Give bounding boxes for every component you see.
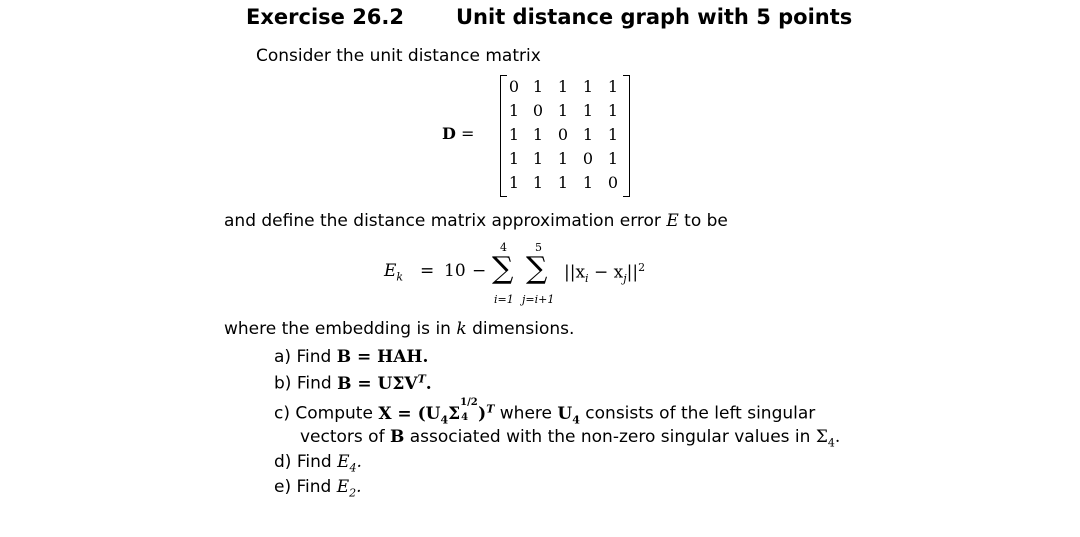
matrix-row: [500, 123, 630, 147]
matrix-cell: 1: [508, 101, 520, 120]
define-text: [224, 211, 728, 231]
where-text-after: dimensions.: [472, 319, 575, 339]
matrix-cell: 1: [532, 149, 544, 168]
where-text: [224, 319, 574, 339]
matrix-symbol: D: [442, 124, 456, 143]
task-d-math: $E_4$.: [337, 452, 362, 475]
formula-lhs: $E_k$: [384, 261, 404, 284]
matrix-cell: 1: [532, 125, 544, 144]
sum2-sigma: ∑: [526, 251, 548, 286]
task-d: d) Find $E_4$.: [274, 452, 362, 475]
error-variable: E: [666, 211, 679, 231]
matrix-cell: 1: [582, 125, 594, 144]
matrix-cell: 1: [557, 101, 569, 120]
matrix-cell: 1: [508, 173, 520, 192]
distance-matrix: [500, 75, 630, 197]
matrix-cell: 1: [508, 149, 520, 168]
matrix-cell: 0: [532, 101, 544, 120]
formula-minus: −: [472, 261, 487, 281]
matrix-equals: =: [460, 124, 475, 143]
matrix-cell: 1: [582, 101, 594, 120]
task-c: c) Compute $X = (U_4\Sigma$ 1/2 4 )$^T$ where $U_4$ consists of the left singular: [274, 396, 816, 427]
matrix-cell: 0: [582, 149, 594, 168]
sum1-upper: 4: [500, 241, 507, 254]
matrix-cell: 1: [508, 125, 520, 144]
task-c-math: $X = (U_4\Sigma$ 1/2 4 )$^T$: [378, 396, 495, 427]
matrix-cell: 1: [607, 77, 619, 96]
sum2-lower: j=i+1: [522, 293, 555, 306]
formula-constant: 10: [444, 261, 466, 281]
matrix-row: [500, 147, 630, 171]
sigma4-symbol: $\Sigma_4$.: [815, 427, 841, 450]
sum1-sigma: ∑: [492, 251, 514, 286]
sum1-lower: i=1: [494, 293, 514, 306]
matrix-cell: 1: [557, 77, 569, 96]
sum2-upper: 5: [535, 241, 542, 254]
matrix-cell: 1: [607, 149, 619, 168]
matrix-cell: 1: [607, 125, 619, 144]
dimension-variable: k: [456, 319, 467, 339]
exercise-number: Exercise 26.2: [246, 5, 405, 29]
define-text-before: and define the distance matrix approximation error: [224, 211, 661, 231]
matrix-cell: 1: [607, 101, 619, 120]
task-a-math: B = HAH.: [336, 347, 429, 367]
matrix-label: [442, 124, 474, 143]
task-b: b) Find $B = U\Sigma V^T$.: [274, 372, 432, 394]
matrix-cell: 1: [582, 77, 594, 96]
task-c-continued: vectors of B associated with the non-zero singular values in $\Sigma_4$.: [300, 427, 841, 450]
where-text-before: where the embedding is in: [224, 319, 451, 339]
task-b-math: $B = U\Sigma V^T$.: [337, 372, 432, 394]
matrix-cell: 0: [508, 77, 520, 96]
matrix-row: [500, 171, 630, 195]
matrix-cell: 1: [557, 173, 569, 192]
intro-text: Consider the unit distance matrix: [256, 46, 541, 66]
matrix-row: [500, 75, 630, 99]
matrix-cell: 1: [532, 173, 544, 192]
matrix-row: [500, 99, 630, 123]
matrix-cell: 1: [582, 173, 594, 192]
task-e: e) Find $E_2$.: [274, 477, 362, 500]
define-text-after: to be: [684, 211, 728, 231]
formula-summand: $||x_i - x_j||^2$: [564, 261, 646, 286]
matrix-cell: 1: [532, 77, 544, 96]
task-e-math: $E_2$.: [336, 477, 362, 500]
task-a: a) Find B = HAH.: [274, 347, 429, 367]
matrix-cell: 0: [607, 173, 619, 192]
matrix-cell: 1: [557, 149, 569, 168]
error-formula: [384, 241, 704, 311]
exercise-title: Unit distance graph with 5 points: [456, 5, 853, 29]
formula-equals: =: [420, 261, 435, 281]
u4-symbol: $U_4$: [557, 403, 580, 427]
matrix-cell: 0: [557, 125, 569, 144]
